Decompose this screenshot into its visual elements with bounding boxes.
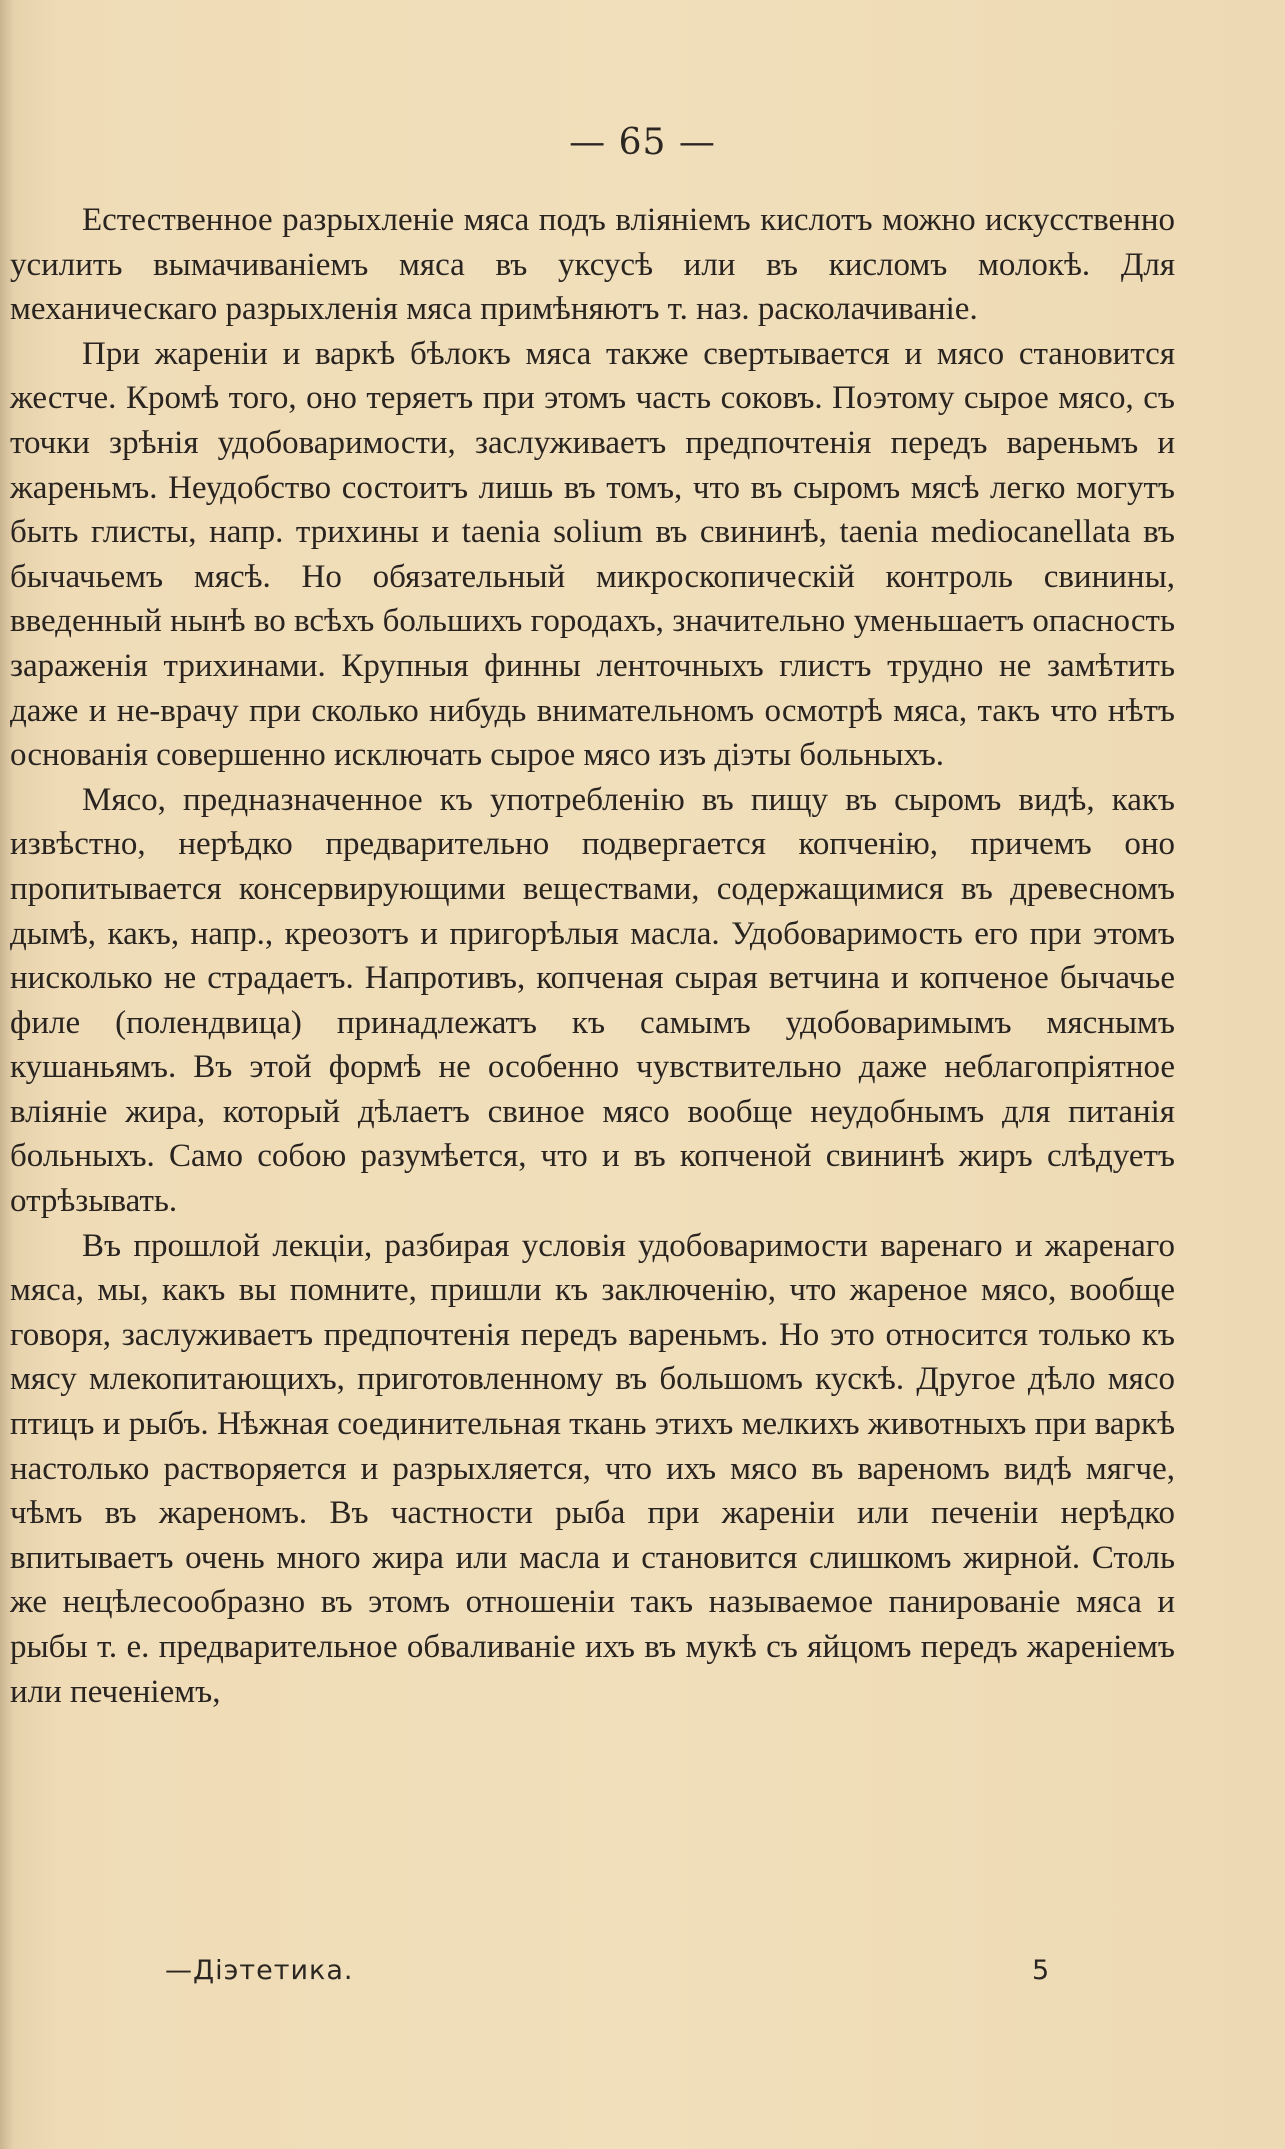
paragraph: При жареніи и варкѣ бѣлокъ мяса также свертывается и мясо становится жестче. Кромѣ того, оно теряетъ при этомъ часть соковъ. Поэтому сырое мясо, съ точки зрѣнія удобоваримости, заслуживаетъ предпочтенія передъ вареньмъ и жареньмъ. Неудобство состоитъ лишь въ томъ, что въ сыромъ мясѣ легко могутъ быть глисты, напр. трихины и taenia solium въ свининѣ, taenia mediocanellata въ бычачьемъ мясѣ. Но обязательный микроскопическій контроль свинины, введенный нынѣ во всѣхъ большихъ городахъ, значительно уменьшаетъ опасность зараженія трихинами. Крупныя финны ленточныхъ глистъ трудно не замѣтить даже и не-врачу при сколько нибудь внимательномъ осмотрѣ мяса, такъ что нѣтъ основанія совершенно исключать сырое мясо изъ діэты больныхъ. [10,335,1175,774]
paragraph: Естественное разрыхленіе мяса подъ вліяніемъ кислотъ можно искусственно усилить вымачиваніемъ мяса въ уксусѣ или въ кисломъ молокѣ. Для механическаго разрыхленія мяса примѣняютъ т. наз. расколачиваніе. [10,202,1175,328]
page-number: — 65 — [569,122,716,163]
printer-signature-number: 5 [1032,1955,1050,1986]
body-text [10,198,1175,1714]
printer-signature-title: —Діэтетика. [165,1955,354,1986]
paragraph: Мясо, предназначенное къ употребленію въ пищу въ сыромъ видѣ, какъ извѣстно, нерѣдко предварительно подвергается копченію, причемъ оно пропитывается консервирующими веществами, содержащимися въ древесномъ дымѣ, какъ, напр., креозотъ и пригорѣлыя масла. Удобоваримость его при этомъ нисколько не страдаетъ. Напротивъ, копченая сырая ветчина и копченое бычачье филе (полендвица) принадлежатъ къ самымъ удобоваримымъ мяснымъ кушаньямъ. Въ этой формѣ не особенно чувствительно даже неблагопріятное вліяніе жира, который дѣлаетъ свиное мясо вообще неудобнымъ для питанія больныхъ. Само собою разумѣется, что и въ копченой свининѣ жиръ слѣдуетъ отрѣзывать. [10,781,1175,1220]
paragraph: Въ прошлой лекціи, разбирая условія удобоваримости варенаго и жаренаго мяса, мы, какъ вы помните, пришли къ заключенію, что жареное мясо, вообще говоря, заслуживаетъ предпочтенія передъ вареньмъ. Но это относится только къ мясу млекопитающихъ, приготовленному въ большомъ кускѣ. Другое дѣло мясо птицъ и рыбъ. Нѣжная соединительная ткань этихъ мелкихъ животныхъ при варкѣ настолько растворяется и разрыхляется, что ихъ мясо въ вареномъ видѣ мягче, чѣмъ въ жареномъ. Въ частности рыба при жареніи или печеніи нерѣдко впитываетъ очень много жира или масла и становится слишкомъ жирной. Столь же нецѣлесообразно въ этомъ отношеніи такъ называемое панированіе мяса и рыбы т. е. предварительное обваливаніе ихъ въ мукѣ съ яйцомъ передъ жареніемъ или печеніемъ, [10,1227,1175,1710]
page-footer [0,1955,1285,2005]
